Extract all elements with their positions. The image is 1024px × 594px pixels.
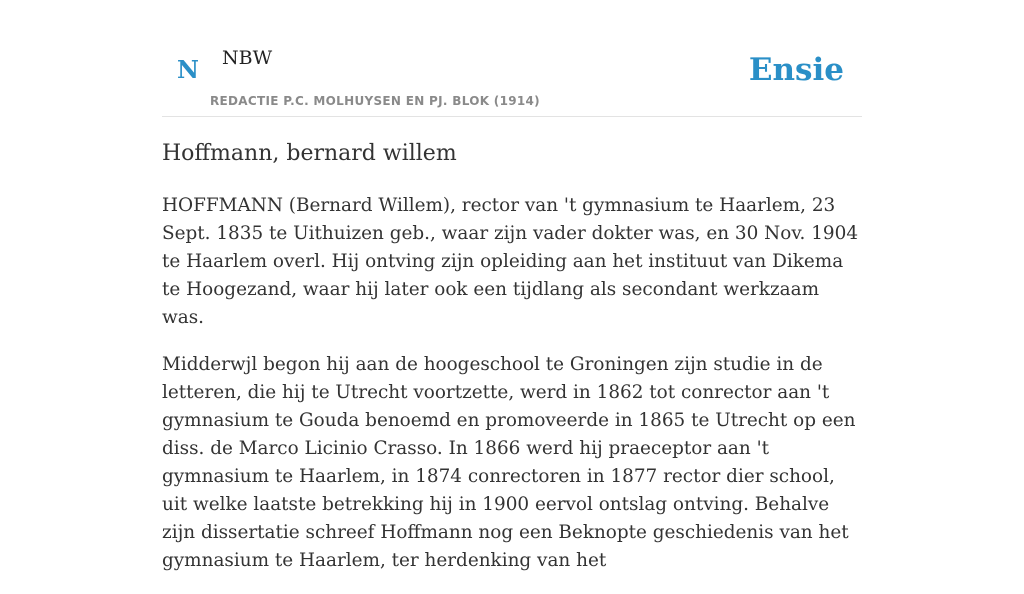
entry-title: Hoffmann, bernard willem	[162, 141, 457, 166]
source-title[interactable]: NBW	[222, 47, 273, 69]
source-logo-letter[interactable]: N	[177, 55, 199, 84]
site-header	[162, 0, 862, 117]
entry-paragraph: HOFFMANN (Bernard Willem), rector van 't gymnasium te Haarlem, 23 Sept. 1835 te Uithuizen geb., waar zijn vader dokter was, en 30 Nov. 1904 te Haarlem overl. Hij ontving zijn opleiding aan het instituut van Dikema te Hoogezand, waar hij later ook een tijdlang als secondant werkzaam was.	[162, 195, 859, 328]
entry-body	[162, 192, 862, 594]
brand-logo[interactable]: Ensie	[748, 52, 844, 88]
source-subtitle: REDACTIE P.C. MOLHUYSEN EN PJ. BLOK (1914)	[210, 94, 540, 108]
entry-paragraph: Midderwjl begon hij aan de hoogeschool te Groningen zijn studie in de letteren, die hij te Utrecht voortzette, werd in 1862 tot conrector aan 't gymnasium te Gouda benoemd en promoveerde in 1865 te Utrecht op een diss. de Marco Licinio Crasso. In 1866 werd hij praeceptor aan 't gymnasium te Haarlem, in 1874 conrectoren in 1877 rector dier school, uit welke laatste betrekking hij in 1900 eervol ontslag ontving. Behalve zijn dissertatie schreef Hoffmann nog een Beknopte geschiedenis van het gymnasium te Haarlem, ter herdenking van het	[162, 354, 856, 571]
